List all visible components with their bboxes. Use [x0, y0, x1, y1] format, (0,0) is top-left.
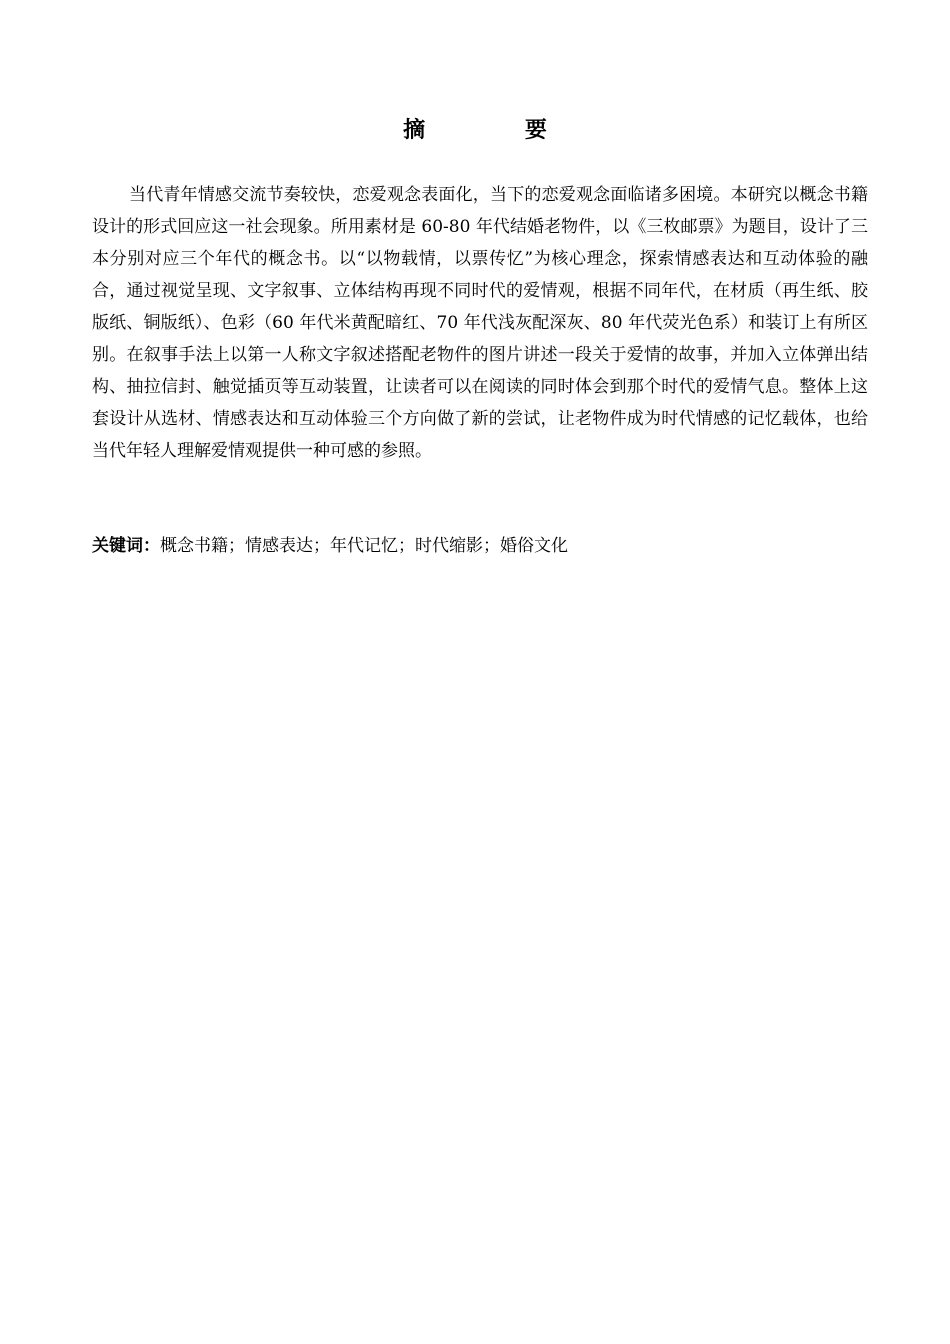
abstract-title: 摘 要 — [403, 118, 593, 143]
keywords-text: 概念书籍；情感表达；年代记忆；时代缩影；婚俗文化 — [160, 536, 568, 556]
abstract-paragraph: 当代青年情感交流节奏较快，恋爱观念表面化，当下的恋爱观念面临诸多困境。本研究以概念书籍设计的形式回应这一社会现象。所用素材是 60-80 年代结婚老物件，以《三枚邮票》为题目，设计了三本分别对应三个年代的概念书。以“以物载情，以票传忆”为核心理念，探索情感表达和互动体验的融合，通过视觉呈现、文字叙事、立体结构再现不同时代的爱情观，根据不同年代，在材质（再生纸、胶版纸、铜版纸）、色彩（60 年代米黄配暗红、70 年代浅灰配深灰、80 年代荧光色系）和装订上有所区别。在叙事手法上以第一人称文字叙述搭配老物件的图片讲述一段关于爱情的故事，并加入立体弹出结构、抽拉信封、触觉插页等互动装置，让读者可以在阅读的同时体会到那个时代的爱情气息。整体上这套设计从选材、情感表达和互动体验三个方向做了新的尝试，让老物件成为时代情感的记忆载体，也给当代年轻人理解爱情观提供一种可感的参照。 — [92, 185, 868, 461]
keywords-line — [92, 530, 868, 562]
keywords-label: 关键词： — [92, 536, 160, 556]
